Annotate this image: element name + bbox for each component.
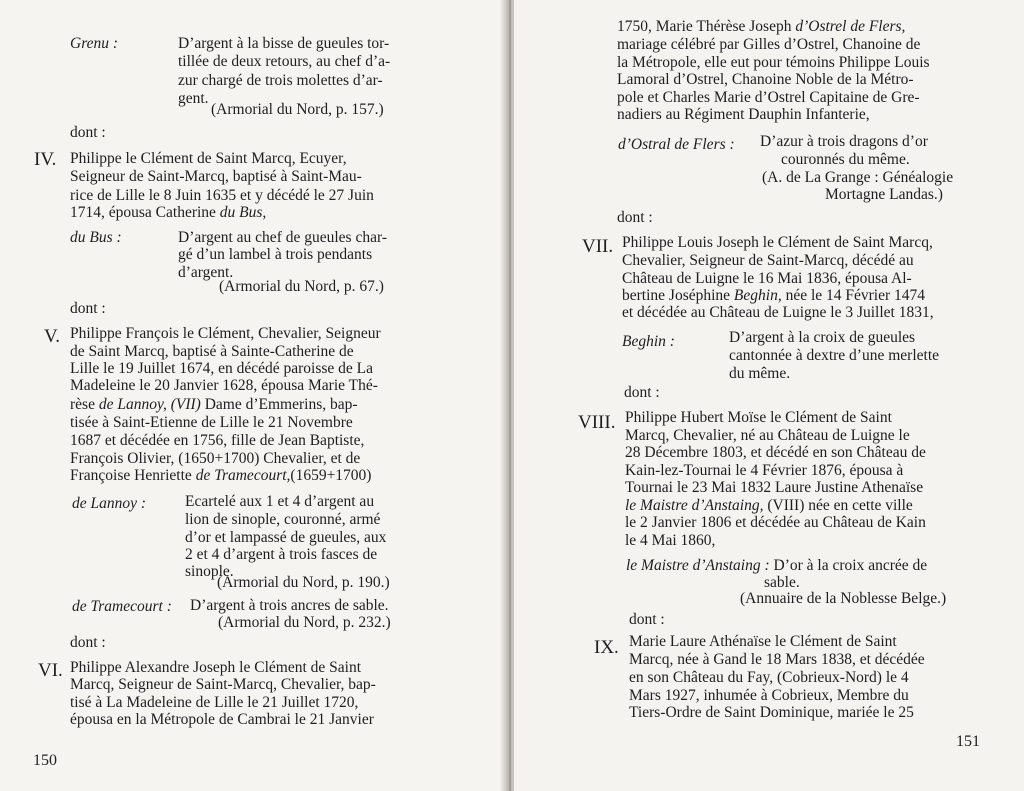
- genealogy-line: le Maistre d’Anstaing, (VIII) née en cette ville: [625, 497, 913, 514]
- genealogy-line: Tiers-Ordre de Saint Dominique, mariée le 25: [629, 704, 914, 721]
- grenu-blazon-line: gent.: [178, 90, 209, 107]
- dubus-source: (Armorial du Nord, p. 67.): [219, 278, 384, 295]
- lannoy-label: de Lannoy :: [72, 495, 147, 512]
- genealogy-line: 28 Décembre 1803, et décédé en son Château de: [625, 444, 926, 461]
- anstaing-blazon-line: sable.: [764, 574, 800, 591]
- dont-label: dont :: [629, 611, 665, 628]
- genealogy-line: rice de Lille le 8 Juin 1635 et y décédé le 27 Juin: [70, 187, 374, 204]
- genealogy-line: 1687 et décédée en 1756, fille de Jean Baptiste,: [70, 432, 365, 449]
- page-number: 151: [956, 733, 980, 750]
- genealogy-line: Marie Laure Athénaïse le Clément de Saint: [629, 633, 897, 650]
- genealogy-line: Françoise Henriette de Tramecourt,(1659+1700): [70, 467, 372, 484]
- right-page: [514, 0, 1024, 791]
- dubus-blazon-line: gé d’un lambel à trois pendants: [178, 246, 373, 263]
- dont-label: dont :: [70, 300, 106, 317]
- genealogy-line: Philippe Alexandre Joseph le Clément de Saint: [70, 659, 362, 676]
- genealogy-line: bertine Joséphine Beghin, née le 14 Février 1474: [622, 287, 926, 304]
- lannoy-source: (Armorial du Nord, p. 190.): [217, 574, 390, 591]
- genealogy-line: Madeleine le 20 Janvier 1628, épousa Marie Thé-: [70, 377, 378, 394]
- left-page: [0, 0, 506, 791]
- genealogy-line: Philippe Hubert Moïse le Clément de Saint: [625, 409, 892, 426]
- genealogy-line: la Métropole, elle eut pour témoins Philippe Louis: [617, 54, 930, 71]
- dont-label: dont :: [70, 634, 106, 651]
- ostral-label: d’Ostral de Flers :: [618, 136, 735, 153]
- genealogy-line: Mars 1927, inhumée à Cobrieux, Membre du: [629, 687, 909, 704]
- genealogy-line: rèse de Lannoy, (VII) Dame d’Emmerins, bap-: [70, 396, 358, 413]
- genealogy-line: Philippe Louis Joseph le Clément de Saint Marcq,: [622, 234, 933, 251]
- genealogy-line: mariage célébré par Gilles d’Ostrel, Chanoine de: [617, 36, 921, 53]
- dubus-blazon-line: d’argent.: [178, 264, 234, 281]
- genealogy-line: Marcq, Chevalier, né au Château de Luigne le: [625, 427, 910, 444]
- genealogy-line: le 2 Janvier 1806 et décédée au Château de Kain: [625, 514, 926, 531]
- genealogy-line: Marcq, Seigneur de Saint-Marcq, Chevalier, bap-: [70, 676, 376, 693]
- ostral-source: (A. de La Grange : Généalogie: [762, 169, 954, 186]
- genealogy-line: 1750, Marie Thérèse Joseph d’Ostrel de Flers,: [617, 18, 906, 35]
- grenu-blazon-line: D’argent à la bisse de gueules tor-: [178, 35, 390, 52]
- lannoy-blazon-line: lion de sinople, couronné, armé: [185, 511, 381, 528]
- tramecourt-source: (Armorial du Nord, p. 232.): [218, 614, 391, 631]
- genealogy-line: et décédée au Château de Luigne le 3 Juillet 1831,: [622, 304, 934, 321]
- generation-numeral: IX.: [594, 637, 619, 658]
- genealogy-line: Philippe le Clément de Saint Marcq, Ecuyer,: [70, 150, 347, 167]
- generation-numeral: VIII.: [578, 412, 616, 433]
- beghin-label: Beghin :: [622, 333, 675, 350]
- generation-numeral: VI.: [38, 660, 63, 681]
- lannoy-blazon-line: sinople.: [185, 563, 234, 580]
- ostral-source: Mortagne Landas.): [825, 186, 943, 203]
- genealogy-line: de Saint Marcq, baptisé à Sainte-Catherine de: [70, 343, 354, 360]
- genealogy-line: Seigneur de Saint-Marcq, baptisé à Saint-Mau-: [70, 168, 362, 185]
- anstaing-entry: le Maistre d’Anstaing : D’or à la croix ancrée de: [626, 557, 928, 574]
- genealogy-line: Marcq, née à Gand le 18 Mars 1838, et décédée: [629, 651, 925, 668]
- genealogy-line: Philippe François le Clément, Chevalier, Seigneur: [70, 325, 381, 342]
- dubus-blazon-line: D’argent au chef de gueules char-: [178, 229, 387, 246]
- grenu-label: Grenu :: [70, 35, 119, 52]
- beghin-blazon-line: cantonnée à dextre d’une merlette: [729, 347, 939, 364]
- dont-label: dont :: [70, 124, 106, 141]
- genealogy-line: Tournai le 23 Mai 1832 Laure Justine Athenaïse: [625, 479, 924, 496]
- tramecourt-label: de Tramecourt :: [72, 598, 172, 615]
- generation-numeral: IV.: [34, 149, 57, 170]
- genealogy-line: Lamoral d’Ostrel, Chanoine Noble de la Métro-: [617, 71, 914, 88]
- genealogy-line: en son Château du Fay, (Cobrieux-Nord) le 4: [629, 669, 909, 686]
- genealogy-line: Chevalier, Seigneur de Saint-Marcq, décédé au: [622, 252, 914, 269]
- beghin-blazon-line: D’argent à la croix de gueules: [729, 329, 916, 346]
- page-number: 150: [33, 752, 57, 769]
- grenu-source: (Armorial du Nord, p. 157.): [211, 101, 384, 118]
- dubus-label: du Bus :: [70, 229, 122, 246]
- anstaing-source: (Annuaire de la Noblesse Belge.): [740, 590, 947, 607]
- genealogy-line: Château de Luigne le 16 Mai 1836, épousa Al-: [622, 270, 912, 287]
- genealogy-line: François Olivier, (1650+1700) Chevalier, et de: [70, 450, 361, 467]
- lannoy-blazon-line: 2 et 4 d’argent à trois fasces de: [185, 546, 378, 563]
- generation-numeral: VII.: [582, 236, 614, 257]
- genealogy-line: Kain-lez-Tournai le 4 Février 1876, épousa à: [625, 462, 904, 479]
- genealogy-line: pole et Charles Marie d’Ostrel Capitaine de Gre-: [617, 89, 920, 106]
- genealogy-line: 1714, épousa Catherine du Bus,: [70, 204, 267, 221]
- grenu-blazon-line: zur chargé de trois molettes d’ar-: [178, 72, 383, 89]
- genealogy-line: Lille le 19 Juillet 1674, en décédé paroisse de La: [70, 360, 374, 377]
- genealogy-line: le 4 Mai 1860,: [625, 532, 716, 549]
- lannoy-blazon-line: d’or et lampassé de gueules, aux: [185, 529, 387, 546]
- genealogy-line: tisée à Saint-Etienne de Lille le 21 Novembre: [70, 414, 353, 431]
- ostral-blazon-line: D’azur à trois dragons d’or: [760, 133, 928, 150]
- generation-numeral: V.: [44, 326, 61, 347]
- beghin-blazon-line: du même.: [729, 365, 791, 382]
- genealogy-line: nadiers au Régiment Dauphin Infanterie,: [617, 106, 870, 123]
- dont-label: dont :: [617, 209, 653, 226]
- ostral-blazon-line: couronnés du même.: [781, 151, 910, 168]
- tramecourt-blazon: D’argent à trois ancres de sable.: [190, 597, 389, 614]
- dont-label: dont :: [624, 384, 660, 401]
- grenu-blazon-line: tillée de deux retours, au chef d’a-: [178, 53, 391, 70]
- genealogy-line: épousa en la Métropole de Cambrai le 21 Janvier: [70, 711, 374, 728]
- lannoy-blazon-line: Ecartelé aux 1 et 4 d’argent au: [185, 493, 375, 510]
- genealogy-line: tisé à La Madeleine de Lille le 21 Juillet 1720,: [70, 694, 359, 711]
